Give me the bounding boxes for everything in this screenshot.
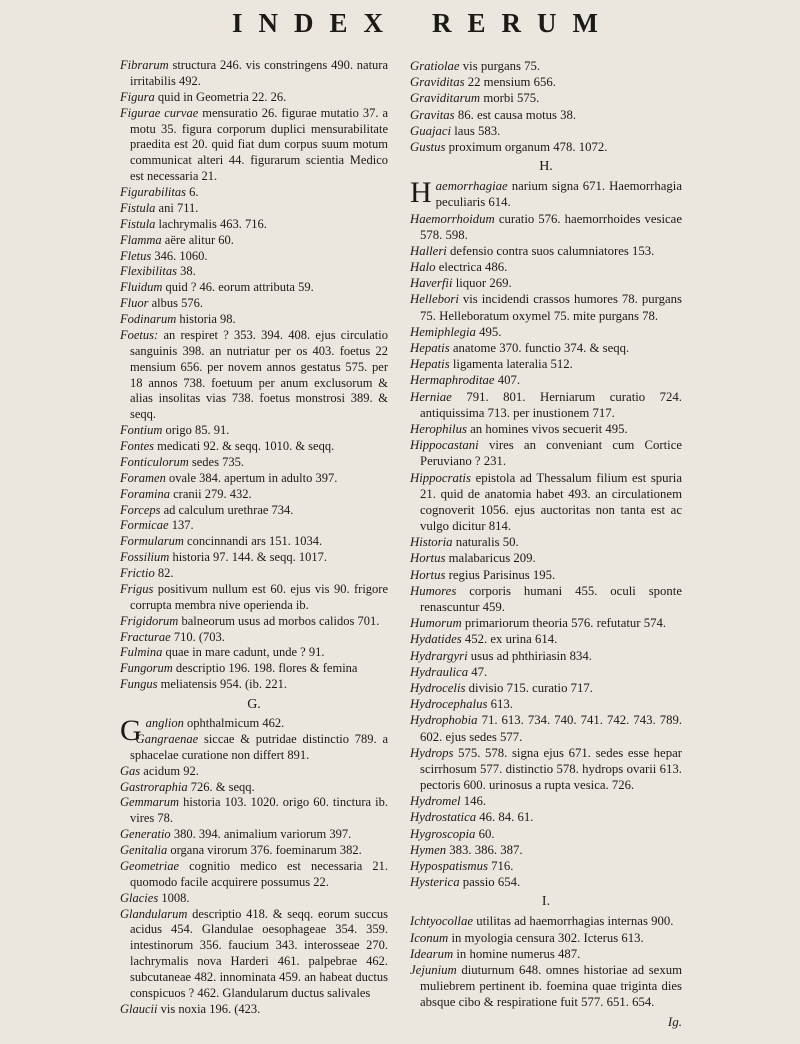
entry-headword: Historia (410, 535, 453, 550)
index-entry (410, 631, 682, 647)
entry-references: 38. (180, 264, 196, 279)
entry-references: 47. (471, 664, 488, 679)
index-entry (410, 648, 682, 664)
entry-headword: Hymen (410, 842, 447, 857)
entry-references: proximum organum 478. 1072. (448, 139, 608, 154)
entry-references: defensio contra suos calumniatores 153. (450, 243, 655, 258)
entry-references: utilitas ad haemorrhagias internas 900. (476, 914, 674, 929)
entry-headword: Hygroscopia (410, 826, 476, 841)
index-entry (120, 661, 388, 677)
entry-references: 452. ex urina 614. (464, 632, 558, 647)
entry-references: 726. & seqq. (190, 779, 255, 794)
index-entry (410, 712, 682, 744)
entry-references: 146. (463, 794, 487, 809)
entry-references: cranii 279. 432. (173, 486, 252, 501)
entry-references: ovale 384. apertum in adulto 397. (168, 470, 338, 485)
index-entry (410, 243, 682, 259)
entry-headword: Fistula (120, 200, 156, 215)
entry-references: siccae & putridae distinctio 789. a sphacelae curatione non differt 891. (130, 731, 388, 762)
entry-headword: Fluidum (120, 280, 163, 295)
entry-references: ophthalmicum 462. (187, 716, 285, 730)
entry-references: 716. (491, 859, 514, 873)
entry-references: in homine numerus 487. (456, 946, 581, 961)
entry-references: 407. (497, 373, 521, 388)
catchword: Ig. (667, 1014, 682, 1029)
index-entry (410, 139, 682, 155)
running-head-index: INDEX (232, 8, 400, 38)
index-entry (120, 859, 388, 891)
entry-headword: Fossilium (120, 550, 170, 565)
index-entry (410, 389, 682, 421)
entry-references: liquor 269. (455, 276, 512, 291)
entry-references: ad calculum urethrae 734. (163, 502, 294, 517)
index-entry (120, 487, 388, 503)
index-entry (410, 275, 682, 291)
entry-references: in myologia censura 302. Icterus 613. (451, 930, 644, 945)
entry-references: vis purgans 75. (462, 59, 541, 73)
index-entry (120, 423, 388, 439)
entry-headword: Frigidorum (120, 613, 179, 628)
index-entry (410, 745, 682, 794)
running-head (0, 8, 800, 48)
entry-references: quid in Geometria 22. 26. (157, 89, 287, 104)
entry-references: ani 711. (158, 200, 199, 215)
entry-references: curatio 576. haemorrhoides vesicae 578. 598. (420, 211, 682, 242)
entry-headword: Gratiolae (410, 59, 460, 73)
index-entry (120, 843, 388, 859)
entry-references: 710. (703. (173, 629, 225, 644)
running-head-rerum: RERUM (432, 8, 614, 38)
entry-references: structura 246. vis constringens 490. natura irritabilis 492. (130, 58, 389, 88)
index-entry (120, 732, 388, 764)
entry-headword: Hippocastani (410, 438, 479, 453)
entry-headword: Generatio (120, 827, 171, 842)
entry-headword: Fonticulorum (120, 454, 189, 469)
index-entry (120, 677, 388, 693)
entry-headword: Hydrostatica (410, 810, 477, 825)
entry-headword: Figura (120, 89, 155, 104)
index-entry (410, 211, 682, 243)
entry-headword: Gustus (410, 139, 446, 154)
entry-headword: Foramina (120, 486, 170, 501)
entry-headword: Graviditarum (410, 91, 481, 106)
entry-headword: Flexibilitas (120, 264, 177, 279)
entry-references: 82. (157, 566, 174, 580)
index-entry (120, 280, 388, 296)
entry-references: sedes 735. (191, 454, 244, 469)
entry-headword: Formicae (120, 518, 169, 533)
entry-headword: Fontes (120, 439, 155, 453)
index-entry (120, 201, 388, 217)
entry-headword: Gravitas (410, 107, 455, 122)
entry-headword: Gemmarum (120, 795, 180, 810)
index-entry (410, 842, 682, 858)
index-entry (120, 534, 388, 550)
section-letter: I. (541, 894, 551, 910)
entry-references: malabaricus 209. (448, 551, 536, 566)
entry-references: 1008. (161, 890, 190, 905)
entry-references: laus 583. (454, 123, 501, 138)
index-entry (410, 826, 682, 842)
section-letter: H. (539, 159, 553, 175)
index-entry (120, 780, 388, 796)
entry-references: 791. 801. Herniarum curatio 724. antiquissima 713. per inustionem 717. (420, 389, 682, 420)
index-entry (410, 858, 682, 874)
index-entry (120, 296, 388, 312)
entry-references: 6. (189, 185, 199, 199)
entry-headword: Halo (410, 260, 436, 275)
entry-references: acidum 92. (143, 763, 199, 778)
entry-references: electrica 486. (438, 260, 508, 275)
entry-references: passio 654. (462, 875, 521, 890)
entry-references: vis incidendi crassos humores 78. purgans 75. Helleboratum oxymel 75. mite purgans 78. (420, 292, 682, 323)
index-entry (410, 615, 682, 631)
entry-headword: Gastroraphia (120, 779, 188, 794)
entry-headword: Halleri (410, 243, 447, 258)
index-entry (120, 630, 388, 646)
entry-headword: Gangraenae (135, 731, 199, 746)
index-entry (410, 107, 682, 123)
index-entry (120, 455, 388, 471)
entry-headword: Fistula (120, 216, 156, 231)
entry-headword: Hortus (410, 551, 446, 566)
entry-headword: Jejunium (410, 962, 457, 977)
entry-references: 137. (171, 518, 194, 533)
entry-headword: Humorum (410, 616, 462, 631)
entry-references: mensuratio 26. figurae mutatio 37. a motu 35. figura corporum duplici mensurabilitate praedita est 20. quid fiat dum corpus suum motum communicat alteri 44. figurarum scientia Medico est necessaria 21. (130, 105, 388, 184)
index-entry (410, 74, 682, 90)
index-entry (120, 907, 388, 1002)
entry-references: 575. 578. signa ejus 671. sedes esse hepar scirrhosum 577. distinctio 578. hydrops ovarii 613. pectoris 600. urinosus a rupta vesica. 726. (420, 745, 683, 793)
entry-headword: Genitalia (120, 843, 168, 857)
index-entry (120, 58, 388, 90)
entry-references: epistola ad Thessalum filium est spuria 21. quid de anatomia habet 493. an circulationem cognoverit 1056. ejus auctoritas non tanta est ac vulgo dicitur 814. (420, 470, 682, 534)
entry-headword: Glandularum (120, 906, 188, 921)
index-entry (410, 470, 682, 535)
index-entry (410, 930, 682, 946)
index-entry (410, 90, 682, 106)
index-entry (120, 217, 388, 233)
entry-references: diuturnum 648. omnes historiae ad sexum muliebrem pertinent ib. foemina quae triginta dies absque cibo & respiratione fuit 577. 651. 654. (420, 962, 683, 1010)
index-entry (410, 583, 682, 615)
entry-references: vis noxia 196. (423. (160, 1001, 261, 1016)
entry-references: usus ad phthiriasin 834. (470, 648, 592, 663)
index-entry (120, 827, 388, 843)
entry-references: quae in mare cadunt, unde ? 91. (165, 645, 325, 660)
index-entry (120, 1002, 388, 1018)
entry-headword: Fodinarum (120, 312, 177, 326)
index-entry (120, 764, 388, 780)
entry-headword: Hydrophobia (410, 713, 478, 728)
entry-headword: Humores (410, 583, 457, 598)
entry-headword: Ichtyocollae (410, 914, 474, 929)
entry-references: cognitio medico est necessaria 21. quomodo facile acquirere possumus 22. (130, 858, 389, 889)
index-entry (410, 809, 682, 825)
entry-headword: Glaucii (120, 1001, 158, 1016)
entry-references: corporis humani 455. oculi sponte renascuntur 459. (420, 583, 682, 614)
entry-headword: anglion (145, 716, 184, 730)
index-entry (120, 312, 388, 328)
entry-headword: Fluor (120, 296, 149, 311)
entry-references: positivum nullum est 60. ejus vis 90. frigore corrupta membra nive operienda ib. (130, 581, 388, 612)
entry-headword: Foetus: (120, 327, 159, 342)
index-entry (410, 664, 682, 680)
entry-references: organa virorum 376. foeminarum 382. (170, 843, 362, 857)
section-letter: G. (247, 697, 261, 712)
entry-headword: Hypospatismus (410, 859, 488, 873)
entry-references: an homines vivos secuerit 495. (470, 421, 628, 436)
entry-references: 383. 386. 387. (449, 842, 523, 857)
entry-headword: Hydrargyri (410, 648, 468, 663)
entry-headword: aemorrhagiae (435, 179, 508, 194)
index-entry (120, 582, 388, 614)
entry-references: 46. 84. 61. (479, 810, 534, 825)
entry-references: descriptio 418. & seqq. eorum succus acidus 454. Glandulae oesophageae 354. 359. intestinorum 356. faucium 343. interosseae 270. lachrymalis nova Harderi 461. palpebrae 462. subcutaneae 482. innominata 459. an habeat ductus conspicuos ? 462. Glandularum ductus salivales (130, 906, 389, 1000)
entry-references: 22 mensium 656. (467, 75, 556, 90)
index-entry (410, 421, 682, 437)
index-entry (120, 614, 388, 630)
entry-references: concinnandi ars 151. 1034. (187, 534, 323, 549)
right-column (410, 58, 682, 1011)
entry-headword: Figurae curvae (120, 105, 199, 120)
entry-headword: Hydrocephalus (410, 697, 488, 712)
entry-headword: Hellebori (410, 292, 459, 307)
index-entry (410, 550, 682, 566)
entry-references: anatome 370. functio 374. & seqq. (452, 341, 630, 355)
entry-headword: Formularum (120, 534, 184, 549)
entry-references: 86. est causa motus 38. (457, 107, 577, 122)
entry-headword: Fontium (120, 423, 163, 438)
index-entry (120, 891, 388, 907)
entry-references: historia 97. 144. & seqq. 1017. (172, 550, 327, 565)
entry-headword: Haverfii (410, 276, 453, 291)
entry-headword: Fungus (120, 677, 158, 692)
entry-headword: Hippocratis (410, 470, 471, 485)
entry-headword: Herniae (410, 389, 452, 404)
index-entry (120, 550, 388, 566)
index-entry (410, 437, 682, 469)
index-entry (410, 178, 682, 210)
index-entry (120, 471, 388, 487)
entry-headword: Fibrarum (120, 58, 169, 72)
entry-headword: Hermaphroditae (410, 373, 495, 388)
entry-references: 71. 613. 734. 740. 741. 742. 743. 789. 602. ejus sedes 577. (420, 713, 683, 744)
entry-references: historia 103. 1020. origo 60. tinctura ib. vires 78. (130, 795, 388, 826)
index-entry (120, 106, 388, 185)
entry-headword: Gas (120, 763, 141, 778)
index-entry (410, 962, 682, 1011)
index-entry (410, 291, 682, 323)
entry-headword: Guajaci (410, 123, 452, 138)
entry-references: narium signa 671. Haemorrhagia peculiaris 614. (435, 179, 682, 210)
entry-headword: Herophilus (410, 421, 467, 436)
entry-headword: Fulmina (120, 645, 163, 660)
entry-headword: Hortus (410, 567, 446, 582)
entry-headword: Idearum (410, 946, 454, 961)
index-entry (410, 372, 682, 388)
entry-references: morbi 575. (483, 91, 540, 106)
drop-initial: H (410, 176, 432, 210)
index-entry (410, 534, 682, 550)
index-entry (410, 567, 682, 583)
index-entry (410, 356, 682, 372)
entry-headword: Hydrocelis (410, 680, 466, 695)
entry-headword: Hemiphlegia (410, 324, 476, 339)
entry-references: medicati 92. & seqq. 1010. & seqq. (157, 439, 335, 453)
entry-references: 380. 394. animalium variorum 397. (173, 827, 352, 842)
entry-references: origo 85. 91. (165, 423, 230, 438)
entry-references: quid ? 46. eorum attributa 59. (165, 280, 314, 295)
index-entry (120, 249, 388, 265)
entry-headword: Graviditas (410, 75, 465, 90)
index-entry (410, 680, 682, 696)
entry-headword: Hydrops (410, 745, 454, 760)
index-entry (410, 696, 682, 712)
entry-headword: Hydraulica (410, 664, 469, 679)
index-entry (410, 259, 682, 275)
index-entry (410, 123, 682, 139)
entry-references: regius Parisinus 195. (448, 567, 556, 582)
entry-references: descriptio 196. 198. flores & femina (175, 661, 358, 676)
entry-references: an respiret ? 353. 394. 408. ejus circulatio sanguinis 398. an nutriatur per os 403. foetus 22 mensium 656. per novem annos gestatus 575. per 18 annos 738. foetuum per anum exclusorum & alias insolitas vias 738. foetus monstrosi 389. & seqq. (130, 327, 389, 422)
entry-headword: Fungorum (120, 661, 173, 676)
index-entry (120, 518, 388, 534)
entry-headword: Geometriae (120, 858, 180, 873)
index-entry (410, 793, 682, 809)
entry-references: divisio 715. curatio 717. (468, 680, 593, 695)
index-entry (120, 233, 388, 249)
entry-headword: Frigus (120, 581, 154, 596)
entry-headword: Fletus (120, 248, 152, 263)
entry-references: 346. 1060. (154, 248, 208, 263)
entry-headword: Haemorrhoidum (410, 211, 495, 226)
index-entry (120, 439, 388, 455)
entry-headword: Hepatis (410, 357, 450, 372)
index-entry (120, 503, 388, 519)
entry-headword: Frictio (120, 566, 155, 580)
drop-initial: G (120, 714, 142, 747)
entry-references: ligamenta lateralia 512. (452, 357, 573, 372)
entry-references: naturalis 50. (455, 535, 519, 550)
entry-references: balneorum usus ad morbos calidos 701. (181, 613, 380, 628)
entry-headword: Figurabilitas (120, 185, 186, 199)
entry-headword: Forceps (120, 502, 161, 517)
entry-headword: Hysterica (410, 875, 460, 890)
entry-references: lachrymalis 463. 716. (158, 216, 267, 231)
index-entry (120, 566, 388, 582)
index-entry (120, 328, 388, 423)
index-entry (120, 645, 388, 661)
index-entry (410, 340, 682, 356)
entry-references: 495. (479, 324, 502, 339)
entry-headword: Flamma (120, 232, 162, 247)
entry-references: 613. (490, 697, 513, 712)
index-entry (410, 58, 682, 74)
index-entry (410, 913, 682, 929)
entry-headword: Iconum (410, 930, 449, 945)
entry-headword: Glacies (120, 890, 159, 905)
index-entry (120, 90, 388, 106)
index-entry (120, 185, 388, 201)
left-column (120, 58, 388, 1018)
entry-headword: Hepatis (410, 341, 450, 355)
entry-references: albus 576. (151, 296, 203, 311)
index-entry (410, 874, 682, 890)
index-entry (120, 795, 388, 827)
index-entry (410, 324, 682, 340)
index-entry (120, 264, 388, 280)
entry-headword: Hydromel (410, 794, 461, 809)
entry-headword: Hydatides (410, 632, 462, 647)
entry-headword: Fracturae (120, 629, 171, 644)
index-entry (410, 946, 682, 962)
entry-references: 60. (478, 826, 495, 841)
entry-references: vires an conveniant cum Cortice Peruviano ? 231. (420, 438, 683, 469)
entry-headword: Foramen (120, 470, 166, 485)
entry-references: primariorum theoria 576. refutatur 574. (464, 616, 667, 631)
entry-references: aëre alitur 60. (164, 232, 234, 247)
entry-references: historia 98. (179, 312, 236, 326)
entry-references: meliatensis 954. (ib. 221. (160, 677, 287, 692)
